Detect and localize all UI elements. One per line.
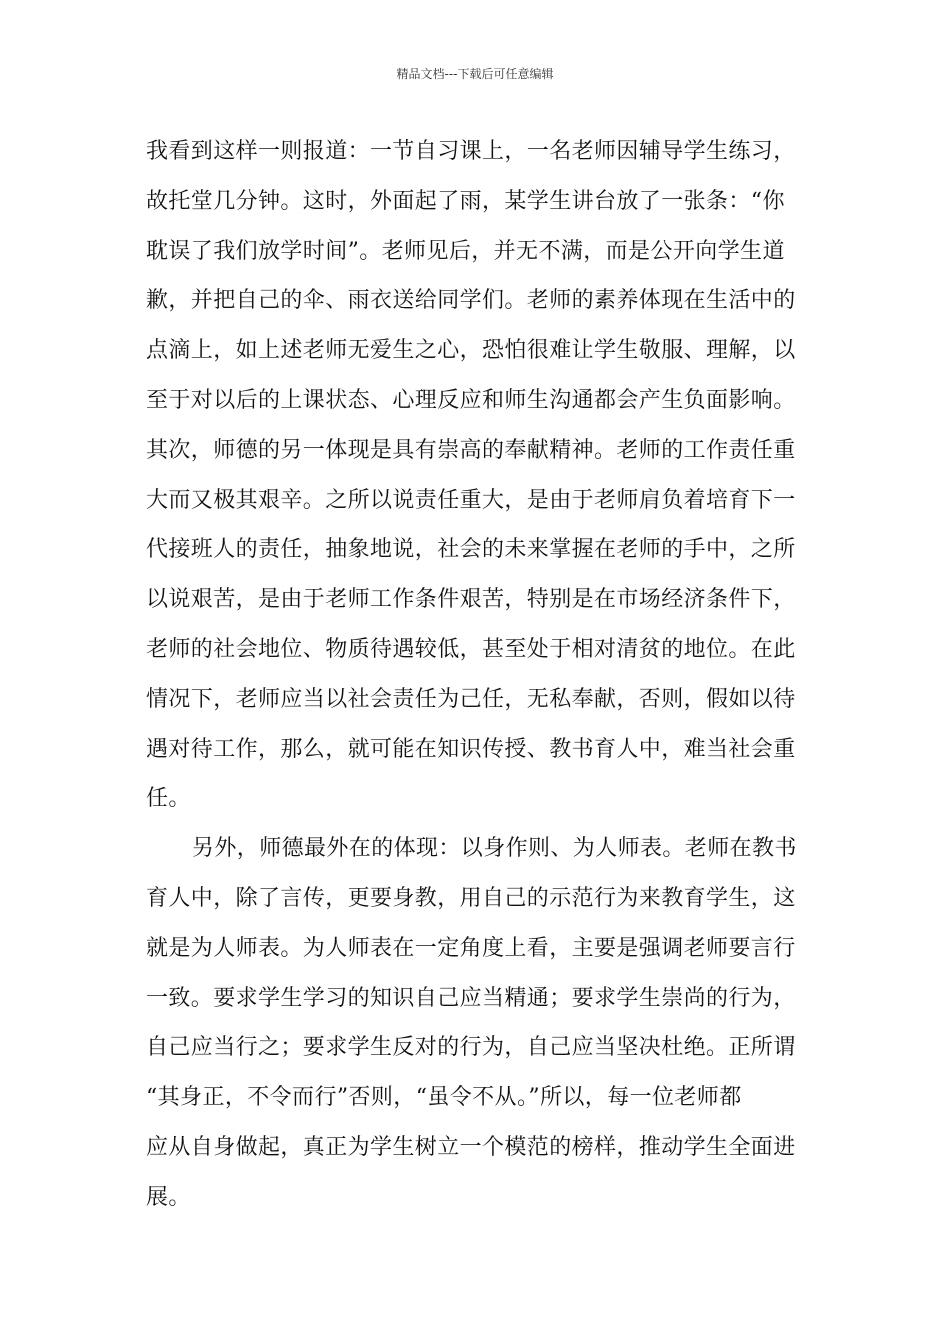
body-line: 以说艰苦，是由于老师工作条件艰苦，特别是在市场经济条件下， — [146, 587, 796, 613]
body-line: 点滴上，如上述老师无爱生之心，恐怕很难让学生敬服、理解，以 — [146, 338, 796, 364]
body-line: 至于对以后的上课状态、心理反应和师生沟通都会产生负面影响。 — [146, 387, 796, 413]
body-line: 任。 — [146, 786, 191, 812]
body-line: 代接班人的责任，抽象地说，社会的未来掌握在老师的手中，之所 — [146, 537, 796, 563]
body-line: 我看到这样一则报道：一节自习课上，一名老师因辅导学生练习， — [146, 139, 796, 164]
body-line: 自己应当行之；要求学生反对的行为，自己应当坚决杜绝。正所谓 — [146, 1035, 796, 1061]
body-line: 就是为人师表。为人师表在一定角度上看，主要是强调老师要言行 — [146, 935, 796, 961]
body-line: “其身正，不令而行”否则，“虽令不从。”所以，每一位老师都 — [146, 1085, 742, 1111]
paragraph-first-line: 另外，师德最外在的体现：以身作则、为人师表。老师在教书 — [192, 836, 797, 862]
body-line: 其次，师德的另一体现是具有崇高的奉献精神。老师的工作责任重 — [146, 437, 796, 463]
body-line: 一致。要求学生学习的知识自己应当精通；要求学生崇尚的行为， — [146, 985, 796, 1011]
body-line: 育人中，除了言传，更要身教，用自己的示范行为来教育学生，这 — [146, 885, 796, 911]
body-line: 情况下，老师应当以社会责任为己任，无私奉献，否则，假如以待 — [146, 686, 796, 712]
body-line: 大而又极其艰辛。之所以说责任重大，是由于老师肩负着培育下一 — [146, 487, 796, 513]
body-line: 耽误了我们放学时间”。老师见后，并无不满，而是公开向学生道 — [146, 238, 785, 264]
document-body — [146, 130, 806, 1226]
body-line: 遇对待工作，那么，就可能在知识传授、教书育人中，难当社会重 — [146, 736, 796, 762]
body-line: 展。 — [146, 1184, 191, 1210]
body-line: 应从自身做起，真正为学生树立一个模范的榜样，推动学生全面进 — [146, 1134, 796, 1160]
page-header: 精品文档---下载后可任意编辑 — [396, 67, 554, 81]
body-line: 故托堂几分钟。这时，外面起了雨，某学生讲台放了一张条：“你 — [146, 188, 785, 214]
body-line: 歉，并把自己的伞、雨衣送给同学们。老师的素养体现在生活中的 — [146, 288, 796, 314]
body-line: 老师的社会地位、物质待遇较低，甚至处于相对清贫的地位。在此 — [146, 636, 796, 662]
